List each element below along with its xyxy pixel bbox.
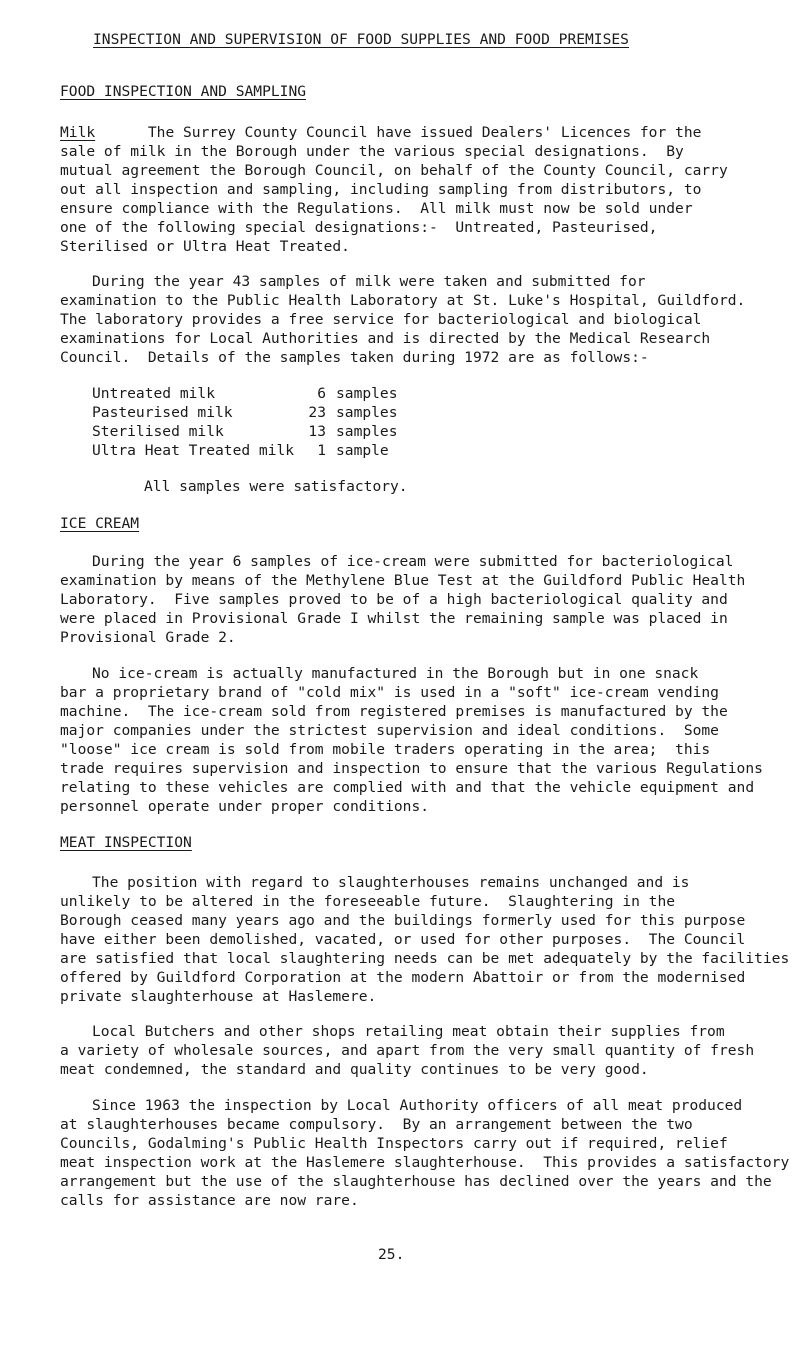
table-row-count: 1 [317, 442, 326, 459]
table-row-count: 23 [308, 404, 326, 421]
section-heading-food-inspection: FOOD INSPECTION AND SAMPLING [60, 83, 307, 100]
meat-p3-l2: at slaughterhouses became compulsory. By an arrangement between the two [60, 1116, 693, 1133]
page-title: INSPECTION AND SUPERVISION OF FOOD SUPPLIES AND FOOD PREMISES [93, 31, 629, 48]
meat-p2-l2: a variety of wholesale sources, and apart from the very small quantity of fresh [60, 1042, 755, 1059]
milk-summary: All samples were satisfactory. [144, 478, 408, 495]
page-number: 25. [378, 1246, 405, 1263]
milk-p2-l3: The laboratory provides a free service for bacteriological and biological [60, 311, 702, 328]
milk-p2-l2: examination to the Public Health Laboratory at St. Luke's Hospital, Guildford. [60, 292, 746, 309]
table-row-unit: samples [336, 385, 398, 402]
section-heading-ice-cream: ICE CREAM [60, 515, 140, 532]
meat-p1-l2: unlikely to be altered in the foreseeable future. Slaughtering in the [60, 893, 676, 910]
ice-p1-l4: were placed in Provisional Grade I whilst the remaining sample was placed in [60, 610, 728, 627]
ice-p2-l1: No ice-cream is actually manufactured in the Borough but in one snack [92, 665, 699, 682]
meat-p1-l4: have either been demolished, vacated, or used for other purposes. The Council [60, 931, 746, 948]
meat-p2-l1: Local Butchers and other shops retailing meat obtain their supplies from [92, 1023, 725, 1040]
ice-p2-l7: relating to these vehicles are complied with and that the vehicle equipment and [60, 779, 755, 796]
milk-p2-l1: During the year 43 samples of milk were taken and submitted for [92, 273, 646, 290]
ice-p1-l5: Provisional Grade 2. [60, 629, 236, 646]
milk-paragraph-1-line-1 [60, 123, 701, 143]
table-row-unit: sample [336, 442, 389, 459]
meat-p3-l3: Councils, Godalming's Public Health Inspectors carry out if required, relief [60, 1135, 728, 1152]
milk-label: Milk [60, 124, 96, 141]
ice-p1-l3: Laboratory. Five samples proved to be of a high bacteriological quality and [60, 591, 728, 608]
milk-p1-l2: sale of milk in the Borough under the various special designations. By [60, 143, 684, 160]
table-row-count: 6 [317, 385, 326, 402]
section-heading-meat-inspection: MEAT INSPECTION [60, 834, 192, 851]
meat-p2-l3: meat condemned, the standard and quality continues to be very good. [60, 1061, 649, 1078]
table-row-label: Sterilised milk [92, 423, 224, 440]
milk-p1-l3: mutual agreement the Borough Council, on behalf of the County Council, carry [60, 162, 728, 179]
ice-p1-l2: examination by means of the Methylene Blue Test at the Guildford Public Health [60, 572, 746, 589]
ice-p2-l6: trade requires supervision and inspection to ensure that the various Regulations [60, 760, 763, 777]
ice-p2-l8: personnel operate under proper conditions. [60, 798, 430, 815]
milk-p1-l6: one of the following special designations:- Untreated, Pasteurised, [60, 219, 658, 236]
table-row-unit: samples [336, 404, 398, 421]
milk-p1-l4: out all inspection and sampling, including sampling from distributors, to [60, 181, 702, 198]
milk-p1-l1: The Surrey County Council have issued Dealers' Licences for the [147, 124, 702, 141]
ice-p1-l1: During the year 6 samples of ice-cream were submitted for bacteriological [92, 553, 734, 570]
meat-p1-l1: The position with regard to slaughterhouses remains unchanged and is [92, 874, 690, 891]
milk-p2-l4: examinations for Local Authorities and is directed by the Medical Research [60, 330, 711, 347]
table-row-unit: samples [336, 423, 398, 440]
meat-p3-l5: arrangement but the use of the slaughterhouse has declined over the years and the [60, 1173, 772, 1190]
table-row-label: Ultra Heat Treated milk [92, 442, 295, 459]
meat-p3-l4: meat inspection work at the Haslemere slaughterhouse. This provides a satisfactory [60, 1154, 790, 1171]
meat-p1-l5: are satisfied that local slaughtering needs can be met adequately by the facilities [60, 950, 790, 967]
ice-p2-l3: machine. The ice-cream sold from registered premises is manufactured by the [60, 703, 728, 720]
table-row-label: Pasteurised milk [92, 404, 233, 421]
meat-p1-l3: Borough ceased many years ago and the buildings formerly used for this purpose [60, 912, 746, 929]
milk-p1-l7: Sterilised or Ultra Heat Treated. [60, 238, 350, 255]
table-row-count: 13 [308, 423, 326, 440]
milk-p1-l5: ensure compliance with the Regulations. All milk must now be sold under [60, 200, 693, 217]
ice-p2-l4: major companies under the strictest supervision and ideal conditions. Some [60, 722, 719, 739]
ice-p2-l5: "loose" ice cream is sold from mobile traders operating in the area; this [60, 741, 711, 758]
meat-p1-l7: private slaughterhouse at Haslemere. [60, 988, 377, 1005]
meat-p3-l1: Since 1963 the inspection by Local Authority officers of all meat produced [92, 1097, 743, 1114]
meat-p1-l6: offered by Guildford Corporation at the modern Abattoir or from the modernised [60, 969, 746, 986]
milk-p2-l5: Council. Details of the samples taken during 1972 are as follows:- [60, 349, 649, 366]
table-row-label: Untreated milk [92, 385, 216, 402]
ice-p2-l2: bar a proprietary brand of "cold mix" is used in a "soft" ice-cream vending [60, 684, 719, 701]
meat-p3-l6: calls for assistance are now rare. [60, 1192, 359, 1209]
